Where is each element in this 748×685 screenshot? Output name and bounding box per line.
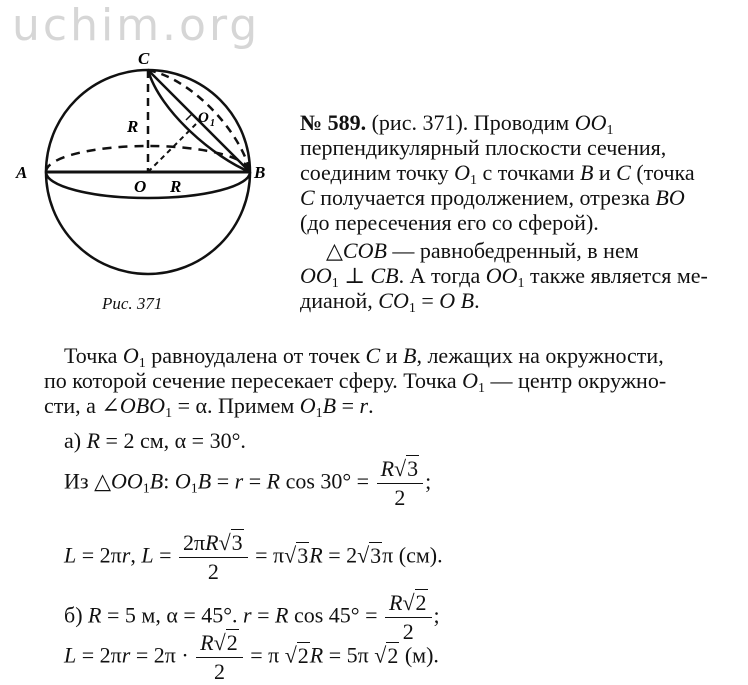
fraction-2piR-sqrt3-over-2: $\frac{2\pi R√3}{2}$ — [179, 530, 248, 585]
label-A: A — [16, 163, 28, 182]
sphere-figure — [10, 40, 280, 320]
fraction-R-sqrt2-over-2: $\frac{R√2}{2}$ — [385, 590, 432, 645]
header-line-5: (до пересечения его со сферой). — [300, 210, 599, 235]
equator-front — [46, 172, 250, 198]
label-O: O — [134, 177, 147, 196]
label-C: C — [138, 49, 150, 68]
problem-number: № 589. — [300, 110, 367, 135]
header-line-6: △COB — равнобедренный, в нем — [326, 238, 639, 263]
figure-caption: Рис. 371 — [102, 294, 163, 313]
watermark: uchim.org — [12, 0, 261, 51]
part-b-line-2: L = 2πr = 2π · $\frac{R√2}{2}$ = π √2R = 5π √2 (м). — [64, 630, 439, 684]
label-O1-sub: 1 — [210, 118, 215, 129]
header-line-4: C получается продолжением, отрезка BO — [300, 185, 685, 210]
fraction-R-sqrt2-over-2-b: $\frac{R√2}{2}$ — [196, 630, 243, 685]
label-O1: O — [198, 110, 209, 126]
header-line-1: № 589. (рис. 371). Проводим $OO_1$ — [300, 110, 614, 138]
header-line-8: дианой, $CO_1 = O$ B. — [300, 288, 480, 316]
label-R-bottom: R — [170, 177, 182, 196]
header-line-2: перпендикулярный плоскости сечения, — [300, 135, 667, 160]
header-line-3: соединим точку $O_1$ с точками B и C (точка — [300, 160, 695, 188]
part-a-line-3: L = 2πr, L = $\frac{2\pi R√3}{2}$ = π√3R = 2√3π (см). — [64, 530, 443, 584]
part-b-given: б) R = 5 м, α = 45°. r = R cos 45° = $\frac{R√2}{2}$ ; — [64, 590, 440, 644]
part-a-line-2: Из $\triangle OO_1B$: $O_1B = r = R$ cos 30° = $\frac{R√3}{2}$ ; — [64, 456, 432, 510]
body-line-1: Точка $O_1$ равноудалена от точек C и B, лежащих на окружности, — [64, 343, 664, 371]
body-line-3: сти, а $\angle OBO_1 = \alpha$. Примем $O_1B = r$. — [44, 393, 374, 421]
label-R-side: R — [127, 117, 139, 136]
fraction-R-sqrt3-over-2: $\frac{R√3}{2}$ — [377, 456, 424, 511]
body-line-2: по которой сечение пересекает сферу. Точка $O_1$ — центр окружно- — [44, 368, 667, 396]
part-a-given: а) R = 2 см, α = 30°. — [64, 428, 246, 453]
label-B: B — [254, 163, 266, 182]
header-line-7: $OO_1$ ⊥ CB. А тогда $OO_1$ также является ме- — [300, 263, 708, 291]
